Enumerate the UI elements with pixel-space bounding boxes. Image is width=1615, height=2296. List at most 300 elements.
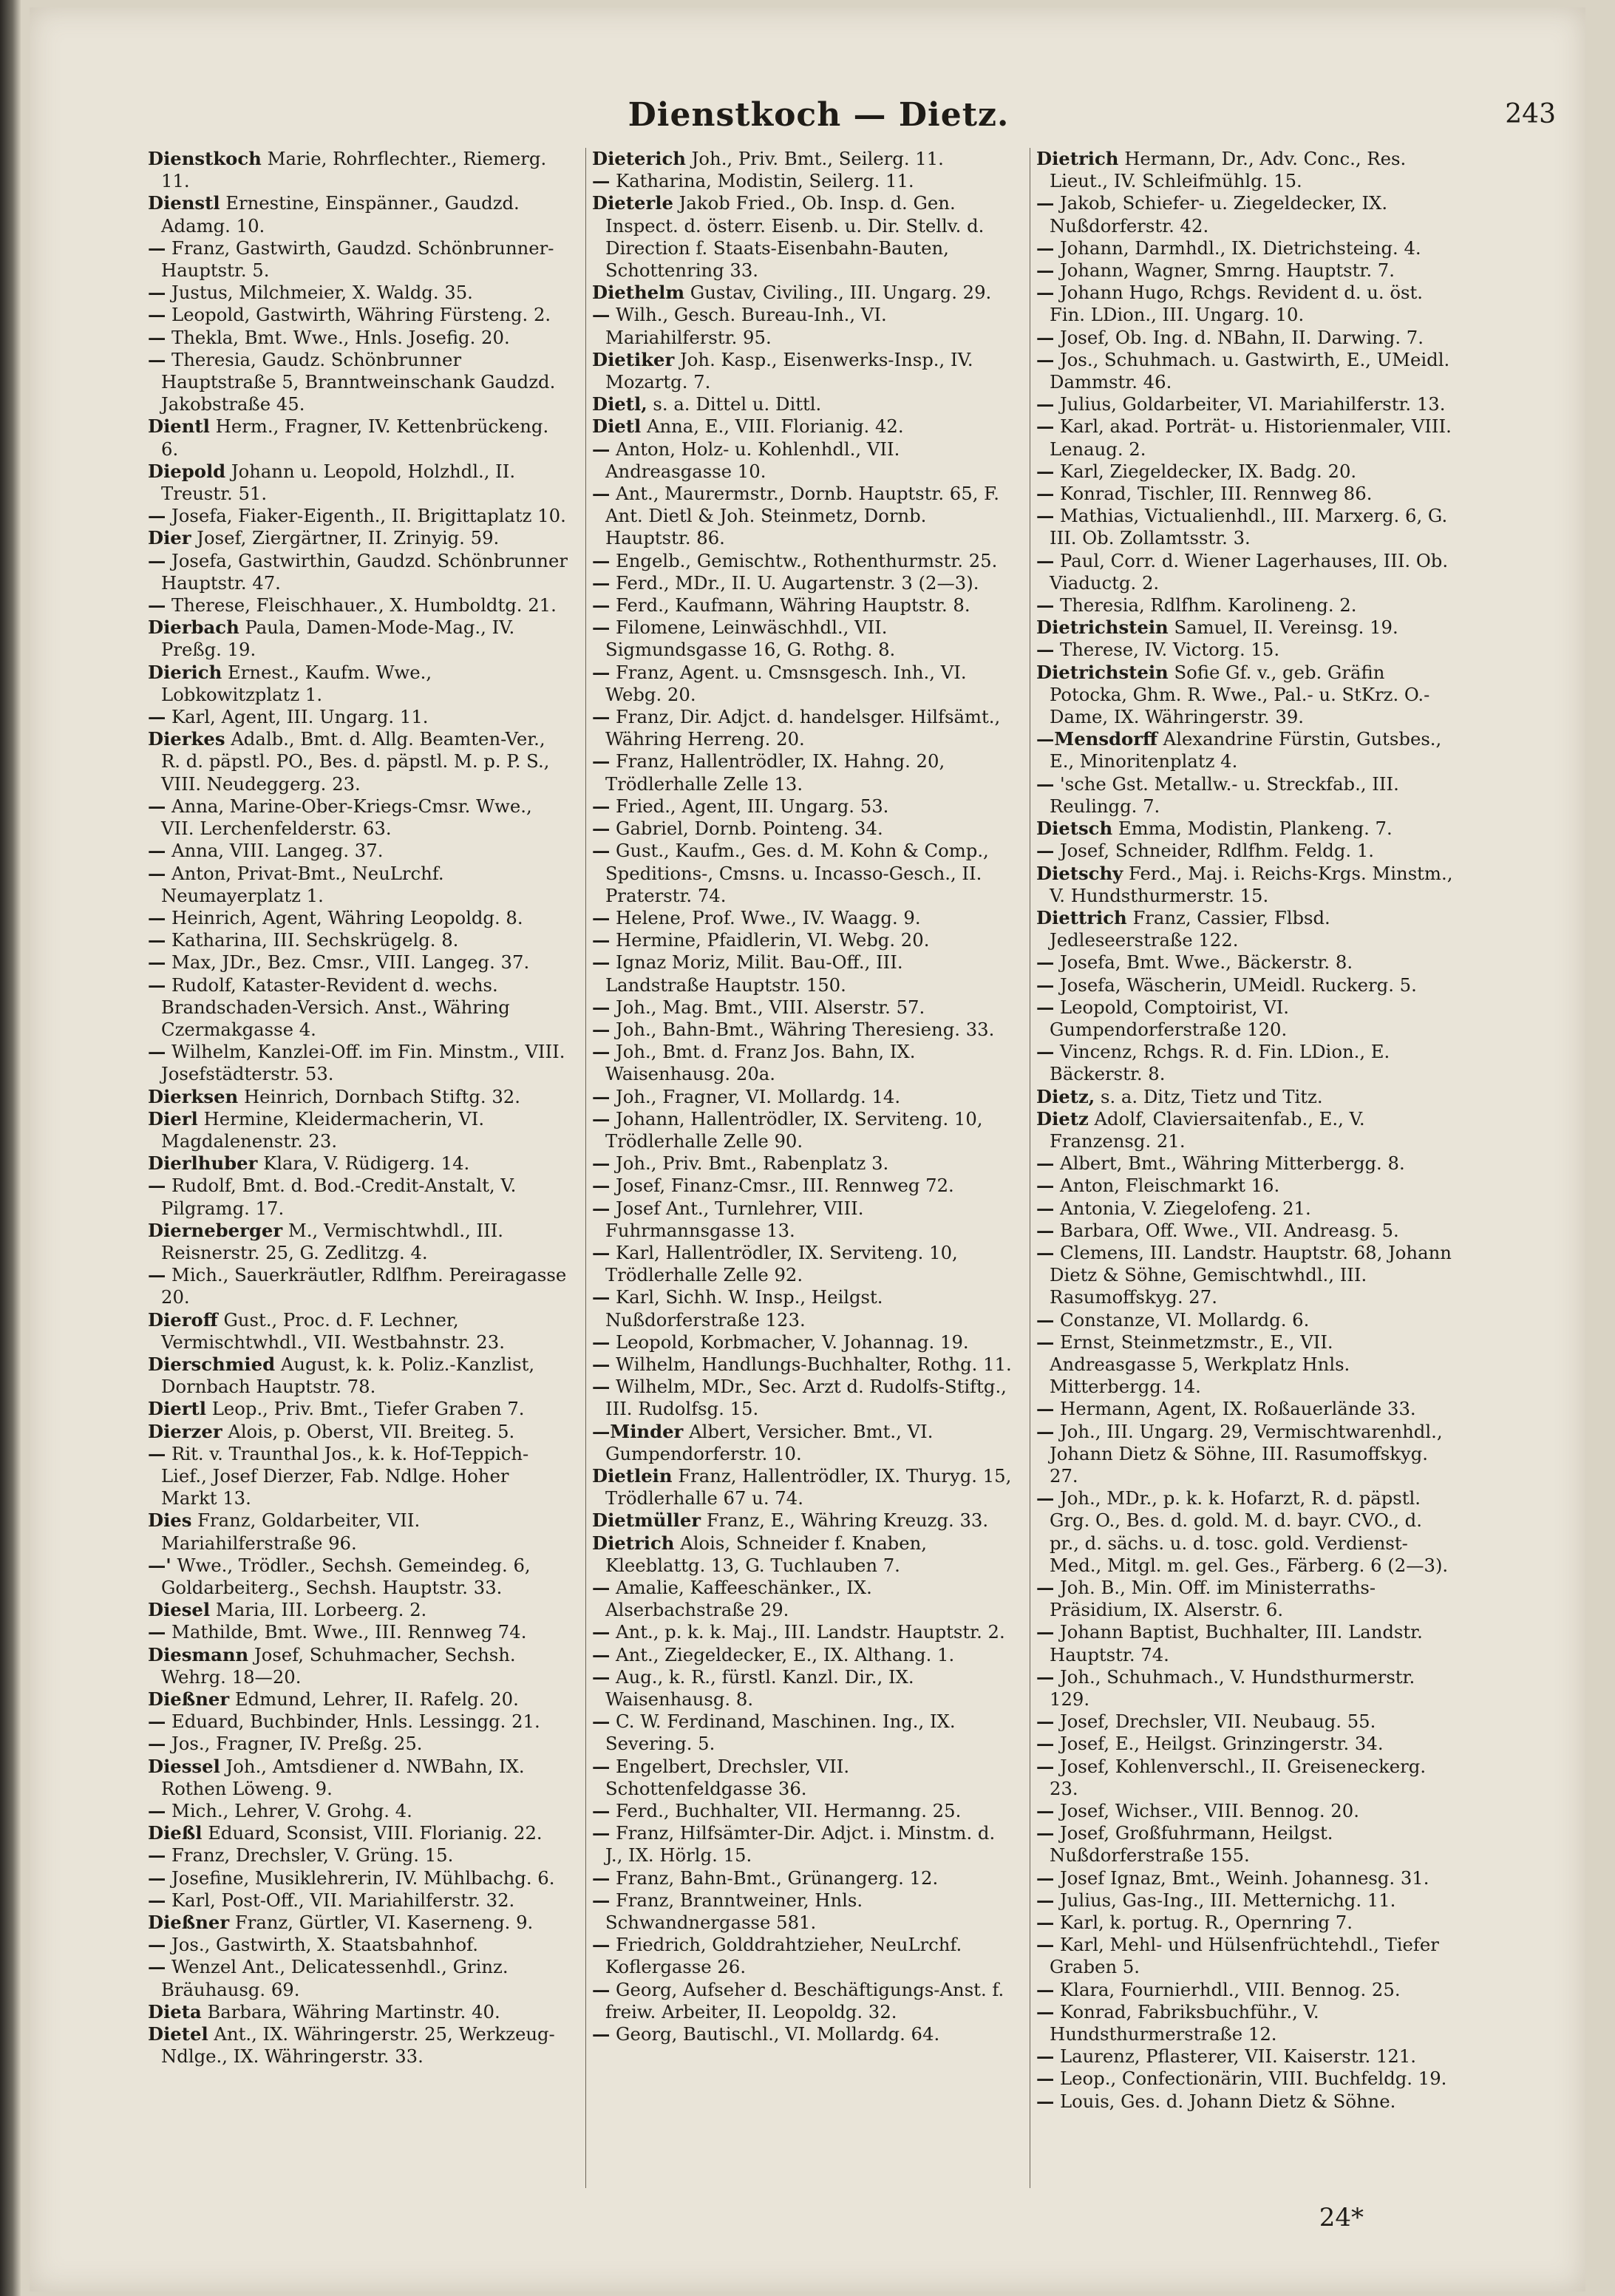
- entry-surname: —: [1036, 1041, 1055, 1063]
- entry-surname: —: [1036, 1308, 1055, 1331]
- directory-entry: [1036, 237, 1456, 259]
- entry-surname: Diessel: [148, 1755, 220, 1777]
- directory-entry: [148, 1733, 568, 1755]
- entry-details: Hermine, Pfaidlerin, VI. Webg. 20.: [616, 929, 930, 951]
- entry-details: Franz, Goldarbeiter, VII. Mariahilferstraße 96.: [161, 1509, 421, 1554]
- entry-surname: —: [1036, 594, 1055, 617]
- entry-surname: Dienstl: [148, 192, 220, 214]
- directory-entry: [592, 929, 1012, 951]
- directory-entry: [148, 1800, 568, 1822]
- directory-entry: [148, 795, 568, 840]
- directory-entry: [1036, 1756, 1456, 1800]
- directory-entry: [592, 706, 1012, 750]
- entry-details: Ferd., Kaufmann, Währing Hauptstr. 8.: [616, 594, 970, 617]
- entry-surname: —: [148, 237, 166, 259]
- directory-entry: [1036, 1398, 1456, 1420]
- directory-entry: [592, 1108, 1012, 1152]
- entry-details: Josef, Schuhmacher, Sechsh. Wehrg. 18—20.: [161, 1643, 516, 1688]
- directory-entry: [1036, 483, 1456, 505]
- directory-entry: [592, 818, 1012, 840]
- entry-surname: —Minder: [592, 1420, 684, 1442]
- directory-entry: [148, 327, 568, 349]
- entry-details: Wilh., Gesch. Bureau-Inh., VI. Mariahilferstr. 95.: [605, 304, 887, 348]
- entry-details: Emma, Modistin, Plankeng. 7.: [1118, 818, 1393, 840]
- entry-surname: —: [148, 951, 166, 974]
- entry-surname: —: [1036, 1219, 1055, 1241]
- entry-surname: —Mensdorff: [1036, 728, 1157, 750]
- entry-surname: —: [592, 706, 611, 728]
- entry-details: Joh., Bahn-Bmt., Währing Theresieng. 33.: [616, 1018, 995, 1040]
- entry-details: Anton, Privat-Bmt., NeuLrchf. Neumayerplatz 1.: [161, 862, 444, 906]
- entry-surname: —: [148, 1621, 166, 1643]
- directory-entry: [148, 1599, 568, 1621]
- entry-details: Karl, Mehl- und Hülsenfrüchtehdl., Tiefer Graben 5.: [1050, 1934, 1439, 1978]
- entry-details: Mich., Lehrer, V. Grohg. 4.: [171, 1800, 412, 1822]
- directory-entry: [592, 1376, 1012, 1420]
- directory-entry: [592, 795, 1012, 818]
- entry-details: Leop., Priv. Bmt., Tiefer Graben 7.: [211, 1398, 525, 1420]
- directory-entry: [1036, 1175, 1456, 1197]
- entry-details: Franz, E., Währing Kreuzg. 33.: [706, 1509, 989, 1532]
- directory-entry: [1036, 1421, 1456, 1488]
- directory-entry: [1036, 550, 1456, 594]
- directory-entry: [148, 1756, 568, 1800]
- entry-surname: —: [148, 1867, 166, 1889]
- entry-details: Franz, Drechsler, V. Grüng. 15.: [171, 1844, 454, 1867]
- entry-details: Hermann, Dr., Adv. Conc., Res. Lieut., IV. Schleifmühlg. 15.: [1050, 148, 1407, 192]
- directory-entry: [1036, 2068, 1456, 2090]
- entry-surname: —: [148, 706, 166, 728]
- entry-details: Constanze, VI. Mollardg. 6.: [1060, 1308, 1310, 1331]
- directory-entry: [1036, 907, 1456, 951]
- directory-entry: [148, 304, 568, 326]
- entry-surname: —: [1036, 1487, 1055, 1509]
- entry-surname: —: [592, 1286, 611, 1308]
- entry-surname: —: [592, 594, 611, 617]
- directory-entry: [592, 1644, 1012, 1666]
- entry-surname: —: [592, 1085, 611, 1107]
- entry-details: Leop., Confectionärin, VIII. Buchfeldg. 19.: [1060, 2068, 1447, 2090]
- entry-details: Josefa, Wäscherin, UMeidl. Ruckerg. 5.: [1060, 974, 1417, 996]
- directory-entry: [592, 1175, 1012, 1197]
- entry-surname: Dießner: [148, 1688, 230, 1711]
- entry-details: Franz, Hilfsämter-Dir. Adjct. i. Minstm. d. J., IX. Hörlg. 15.: [605, 1822, 996, 1867]
- entry-surname: —: [592, 1175, 611, 1197]
- book-spine-shadow: [0, 0, 21, 2296]
- entry-details: Hermann, Agent, IX. Roßauerlände 33.: [1060, 1398, 1416, 1420]
- entry-surname: —: [148, 304, 166, 326]
- entry-details: Antonia, V. Ziegelofeng. 21.: [1060, 1197, 1311, 1219]
- entry-details: Georg, Aufseher d. Beschäftigungs-Anst. f. freiw. Arbeiter, II. Leopoldg. 32.: [605, 1978, 1004, 2022]
- entry-details: Therese, Fleischhauer., X. Humboldtg. 21.: [171, 594, 557, 617]
- directory-entry: [592, 907, 1012, 929]
- entry-surname: —: [1036, 1755, 1055, 1777]
- entry-details: Joh. Kasp., Eisenwerks-Insp., IV. Mozartg. 7.: [605, 348, 973, 393]
- entry-surname: Dierschmied: [148, 1353, 276, 1375]
- entry-surname: —: [592, 2023, 611, 2045]
- directory-entry: [148, 505, 568, 527]
- entry-surname: —: [148, 1889, 166, 1911]
- entry-surname: —: [148, 929, 166, 951]
- entry-details: Gustav, Civiling., III. Ungarg. 29.: [690, 282, 992, 304]
- directory-entry: [592, 617, 1012, 661]
- entry-details: Katharina, III. Sechskrügelg. 8.: [171, 929, 459, 951]
- directory-entry: [1036, 192, 1456, 237]
- directory-entry: [592, 1621, 1012, 1643]
- entry-details: Joh. B., Min. Off. im Ministerraths-Präsidium, IX. Alserstr. 6.: [1050, 1577, 1376, 1621]
- directory-entry: [592, 1800, 1012, 1822]
- entry-details: Georg, Bautischl., VI. Mollardg. 64.: [616, 2023, 940, 2045]
- entry-surname: —: [592, 617, 611, 639]
- directory-entry: [148, 594, 568, 617]
- entry-details: Josef, Wichser., VIII. Bennog. 20.: [1060, 1800, 1359, 1822]
- directory-entry: [148, 1844, 568, 1867]
- entry-details: Ferd., MDr., II. U. Augartenstr. 3 (2—3).: [616, 571, 979, 594]
- entry-surname: —: [1036, 2045, 1055, 2068]
- entry-details: Konrad, Tischler, III. Rennweg 86.: [1060, 483, 1373, 505]
- directory-entry: [1036, 1309, 1456, 1331]
- entry-details: Clemens, III. Landstr. Hauptstr. 68, Johann Dietz & Söhne, Gemischtwhdl., III. Rasumoffskyg. 27.: [1050, 1241, 1452, 1308]
- entry-surname: —: [592, 1041, 611, 1063]
- entry-details: Joh., Amtsdiener d. NWBahn, IX. Rothen Löweng. 9.: [161, 1755, 525, 1799]
- entry-surname: Dier: [148, 527, 191, 549]
- directory-entry: [148, 662, 568, 706]
- entry-surname: —: [1036, 840, 1055, 862]
- directory-entry: [148, 1175, 568, 1219]
- entry-surname: Dieterle: [592, 192, 673, 214]
- entry-surname: —: [592, 929, 611, 951]
- entry-surname: —: [592, 906, 611, 928]
- directory-entry: [592, 1867, 1012, 1889]
- page-title: Dienstkoch — Dietz.: [628, 96, 1010, 134]
- entry-surname: —: [592, 1889, 611, 1911]
- directory-entry: [148, 1934, 568, 1956]
- entry-details: Maria, III. Lorbeerg. 2.: [215, 1599, 427, 1621]
- directory-entry: [1036, 1198, 1456, 1220]
- entry-surname: —: [1036, 1934, 1055, 1956]
- entry-details: Marie, Rohrflechter., Riemerg. 11.: [161, 148, 547, 192]
- entry-details: Paul, Corr. d. Wiener Lagerhauses, III. Ob. Viaductg. 2.: [1050, 549, 1449, 594]
- entry-surname: Dietrich: [592, 1532, 675, 1554]
- entry-details: Joh., Priv. Bmt., Seilerg. 11.: [691, 148, 944, 169]
- entry-surname: Dierksen: [148, 1085, 239, 1107]
- entry-surname: Dientl: [148, 415, 210, 438]
- directory-entry: [148, 1309, 568, 1354]
- directory-entry: [148, 415, 568, 460]
- entry-surname: —: [148, 594, 166, 617]
- entry-details: Laurenz, Pflasterer, VII. Kaiserstr. 121.: [1060, 2045, 1417, 2068]
- entry-surname: —: [592, 1867, 611, 1889]
- directory-entry: [148, 237, 568, 282]
- entry-details: Ferd., Maj. i. Reichs-Krgs. Minstm., V. Hundsthurmerstr. 15.: [1050, 862, 1453, 906]
- entry-surname: —: [148, 1956, 166, 1978]
- entry-surname: —: [592, 1241, 611, 1263]
- entry-surname: —: [1036, 326, 1055, 348]
- entry-details: Barbara, Off. Wwe., VII. Andreasg. 5.: [1060, 1219, 1399, 1241]
- entry-surname: Diertl: [148, 1398, 207, 1420]
- directory-entry: [1036, 617, 1456, 639]
- directory-entry: [592, 304, 1012, 348]
- entry-surname: —: [148, 1800, 166, 1822]
- entry-surname: —: [1036, 1711, 1055, 1733]
- entry-details: Theresia, Gaudz. Schönbrunner Hauptstraße 5, Branntweinschank Gaudzd. Jakobstraße 45.: [161, 348, 556, 415]
- entry-details: Johann Hugo, Rchgs. Revident d. u. öst. Fin. LDion., III. Ungarg. 10.: [1050, 282, 1423, 326]
- entry-details: Ant., Maurermstr., Dornb. Hauptstr. 65, F. Ant. Dietl & Joh. Steinmetz, Dornb. Hauptstr. 86.: [605, 483, 999, 549]
- entry-surname: Diettrich: [1036, 906, 1127, 928]
- entry-surname: Dierl: [148, 1107, 198, 1130]
- entry-details: Franz, Dir. Adjct. d. handelsger. Hilfsämt., Währing Herreng. 20.: [605, 706, 1001, 750]
- entry-surname: Dierzer: [148, 1420, 222, 1442]
- entry-surname: —: [1036, 415, 1055, 438]
- entry-surname: Dies: [148, 1509, 192, 1532]
- entry-surname: —: [1036, 1420, 1055, 1442]
- entry-surname: —: [148, 1733, 166, 1755]
- entry-details: Adalb., Bmt. d. Allg. Beamten-Ver., R. d. päpstl. PO., Bes. d. päpstl. M. p. P. S., VIII. Neudeggerg. 23.: [161, 728, 550, 795]
- entry-surname: —: [148, 1934, 166, 1956]
- directory-entry: [1036, 974, 1456, 996]
- entry-details: Gabriel, Dornb. Pointeng. 34.: [616, 818, 883, 840]
- directory-entry: [592, 1152, 1012, 1175]
- entry-details: Joh., Schuhmach., V. Hundsthurmerstr. 129.: [1050, 1665, 1415, 1711]
- entry-surname: Dießl: [148, 1822, 203, 1844]
- entry-surname: —: [592, 1331, 611, 1353]
- entry-surname: —: [1036, 460, 1055, 482]
- entry-surname: —: [1036, 1733, 1055, 1755]
- entry-surname: —: [1036, 2068, 1055, 2090]
- directory-entry: [592, 1286, 1012, 1331]
- entry-details: Leopold, Comptoirist, VI. Gumpendorferstraße 120.: [1050, 996, 1290, 1040]
- entry-surname: Dießner: [148, 1912, 230, 1934]
- entry-surname: Dietl,: [592, 393, 647, 415]
- entry-details: Mathias, Victualienhdl., III. Marxerg. 6, G. III. Ob. Zollamtsstr. 3.: [1050, 505, 1448, 549]
- entry-surname: —: [592, 750, 611, 772]
- directory-entry: [592, 438, 1012, 483]
- directory-entry: [1036, 996, 1456, 1041]
- directory-entry: [592, 1711, 1012, 1755]
- directory-entry: [592, 1086, 1012, 1108]
- entry-details: Anton, Fleischmarkt 16.: [1060, 1175, 1280, 1197]
- directory-entry: [148, 1822, 568, 1844]
- entry-surname: —: [148, 1264, 166, 1286]
- directory-entry: [1036, 1822, 1456, 1867]
- entry-surname: —: [1036, 1978, 1055, 2000]
- entry-details: s. a. Ditz, Tietz und Titz.: [1100, 1085, 1323, 1107]
- entry-details: Samuel, II. Vereinsg. 19.: [1174, 617, 1398, 639]
- entry-surname: Dietz: [1036, 1107, 1089, 1130]
- entry-details: Anna, E., VIII. Florianig. 42.: [646, 415, 904, 438]
- entry-details: Franz, Bahn-Bmt., Grünangerg. 12.: [616, 1867, 939, 1889]
- entry-surname: —: [1036, 1800, 1055, 1822]
- entry-details: Josef, Finanz-Cmsr., III. Rennweg 72.: [616, 1175, 954, 1197]
- entry-surname: Dietiker: [592, 348, 675, 370]
- directory-entry: [592, 1509, 1012, 1532]
- entry-details: Ant., p. k. k. Maj., III. Landstr. Hauptstr. 2.: [616, 1621, 1005, 1643]
- directory-entry: [148, 2023, 568, 2068]
- entry-details: Franz, Agent. u. Cmsnsgesch. Inh., VI. Webg. 20.: [605, 661, 967, 705]
- entry-details: Joh., Fragner, VI. Mollardg. 14.: [616, 1085, 901, 1107]
- entry-surname: —: [1036, 1152, 1055, 1175]
- directory-entry: [1036, 259, 1456, 282]
- entry-surname: —: [148, 1844, 166, 1867]
- entry-surname: Dienstkoch: [148, 148, 262, 169]
- entry-details: Josef Ignaz, Bmt., Weinh. Johannesg. 31.: [1060, 1867, 1429, 1889]
- directory-entry: [148, 1421, 568, 1443]
- directory-entry: [1036, 863, 1456, 907]
- entry-surname: —: [1036, 237, 1055, 259]
- entry-surname: —: [1036, 1912, 1055, 1934]
- entry-details: Karl, k. portug. R., Opernring 7.: [1060, 1912, 1353, 1934]
- entry-details: Joh., Mag. Bmt., VIII. Alserstr. 57.: [616, 996, 925, 1018]
- entry-details: Karl, Ziegeldecker, IX. Badg. 20.: [1060, 460, 1357, 482]
- directory-entry: [1036, 1733, 1456, 1755]
- directory-entry: [1036, 2001, 1456, 2045]
- entry-surname: —: [592, 951, 611, 974]
- directory-entry: [1036, 327, 1456, 349]
- directory-entry: [592, 840, 1012, 907]
- entry-details: Engelb., Gemischtw., Rothenthurmstr. 25.: [616, 549, 998, 571]
- entry-details: Alois, p. Oberst, VII. Breiteg. 5.: [228, 1420, 515, 1442]
- entry-details: Wilhelm, Kanzlei-Off. im Fin. Minstm., VIII. Josefstädterstr. 53.: [161, 1041, 565, 1085]
- directory-entry: [148, 951, 568, 974]
- entry-surname: —: [592, 304, 611, 326]
- directory-entry: [148, 1509, 568, 1554]
- entry-surname: —: [592, 1978, 611, 2000]
- entry-details: Thekla, Bmt. Wwe., Hnls. Josefig. 20.: [171, 326, 510, 348]
- entry-details: Heinrich, Dornbach Stiftg. 32.: [243, 1085, 520, 1107]
- directory-entry: [1036, 1577, 1456, 1621]
- entry-surname: —: [592, 1665, 611, 1688]
- directory-entry: [1036, 2045, 1456, 2068]
- directory-entry: [148, 1621, 568, 1643]
- directory-entry: [148, 1555, 568, 1599]
- directory-entry: [592, 572, 1012, 594]
- entry-surname: —: [1036, 951, 1055, 974]
- entry-surname: —: [592, 438, 611, 460]
- entry-surname: —: [592, 1621, 611, 1643]
- directory-entry: [1036, 461, 1456, 483]
- entry-details: Josef, Schneider, Rdlfhm. Feldg. 1.: [1060, 840, 1375, 862]
- entry-details: Gust., Kaufm., Ges. d. M. Kohn & Comp., Speditions-, Cmsns. u. Incasso-Gesch., II. Praterstr. 74.: [605, 840, 989, 906]
- entry-details: Rudolf, Bmt. d. Bod.-Credit-Anstalt, V. Pilgramg. 17.: [161, 1175, 517, 1219]
- entry-surname: —: [1036, 1175, 1055, 1197]
- directory-entry: [148, 1443, 568, 1510]
- directory-entry: [592, 662, 1012, 706]
- entry-details: Ferd., Buchhalter, VII. Hermanng. 25.: [616, 1800, 962, 1822]
- entry-details: Mich., Sauerkräutler, Rdlfhm. Pereiragasse 20.: [161, 1264, 567, 1308]
- entry-surname: —: [1036, 2000, 1055, 2022]
- directory-entry: [592, 996, 1012, 1019]
- entry-surname: Dietsch: [1036, 818, 1113, 840]
- directory-column-2: [585, 148, 1012, 2188]
- entry-details: Aug., k. R., fürstl. Kanzl. Dir., IX. Waisenhausg. 8.: [605, 1665, 914, 1711]
- entry-details: Vincenz, Rchgs. R. d. Fin. LDion., E. Bäckerstr. 8.: [1050, 1041, 1390, 1085]
- directory-entry: [148, 617, 568, 661]
- entry-surname: —: [148, 1041, 166, 1063]
- entry-surname: —: [592, 1800, 611, 1822]
- directory-entry: [1036, 1086, 1456, 1108]
- entry-details: Gust., Proc. d. F. Lechner, Vermischtwhdl., VII. Westbahnstr. 23.: [161, 1308, 505, 1353]
- entry-details: Karl, Sichh. W. Insp., Heilgst. Nußdorferstraße 123.: [605, 1286, 883, 1331]
- entry-details: Jos., Gastwirth, X. Staatsbahnhof.: [171, 1934, 479, 1956]
- entry-details: Joh., Priv. Bmt., Rabenplatz 3.: [616, 1152, 889, 1175]
- entry-surname: —: [592, 1376, 611, 1398]
- directory-entry: [592, 349, 1012, 393]
- directory-entry: [1036, 282, 1456, 326]
- entry-surname: —: [592, 1934, 611, 1956]
- entry-surname: —: [592, 1353, 611, 1375]
- directory-entry: [1036, 728, 1456, 772]
- entry-details: Eduard, Sconsist, VIII. Florianig. 22.: [208, 1822, 543, 1844]
- directory-entry: [148, 840, 568, 862]
- entry-surname: Dieta: [148, 2000, 202, 2022]
- directory-entry: [148, 461, 568, 505]
- directory-entry: [1036, 1487, 1456, 1577]
- entry-surname: —: [592, 996, 611, 1018]
- entry-details: C. W. Ferdinand, Maschinen. Ing., IX. Severing. 5.: [605, 1711, 956, 1755]
- entry-surname: Dietschy: [1036, 862, 1123, 884]
- directory-entry: [592, 1242, 1012, 1286]
- directory-entry: [148, 974, 568, 1042]
- entry-details: Adolf, Claviersaitenfab., E., V. Franzensg. 21.: [1050, 1107, 1365, 1152]
- entry-details: Karl, Hallentrödler, IX. Serviteng. 10, Trödlerhalle Zelle 92.: [605, 1241, 958, 1286]
- entry-surname: —: [1036, 282, 1055, 304]
- signature-mark: 24*: [1319, 2203, 1364, 2232]
- directory-entry: [148, 1912, 568, 1934]
- directory-entry: [592, 2023, 1012, 2045]
- entry-details: Hermine, Kleidermacherin, VI. Magdalenenstr. 23.: [161, 1107, 485, 1152]
- entry-surname: Dieroff: [148, 1308, 218, 1331]
- entry-details: Konrad, Fabriksbuchführ., V. Hundsthurmerstraße 12.: [1050, 2000, 1319, 2045]
- directory-entry: [592, 282, 1012, 304]
- entry-details: Alois, Schneider f. Knaben, Kleeblattg. 13, G. Tuchlauben 7.: [605, 1532, 927, 1576]
- directory-entry: [1036, 1621, 1456, 1665]
- directory-entry: [148, 1354, 568, 1398]
- entry-surname: —: [148, 840, 166, 862]
- directory-entry: [1036, 1108, 1456, 1152]
- entry-surname: —: [592, 1197, 611, 1219]
- entry-details: Franz, Gürtler, VI. Kaserneng. 9.: [234, 1912, 534, 1934]
- entry-details: Leopold, Korbmacher, V. Johannag. 19.: [616, 1331, 969, 1353]
- directory-entry: [148, 1220, 568, 1264]
- entry-surname: —: [1036, 1822, 1055, 1844]
- entry-surname: —: [1036, 348, 1055, 370]
- entry-details: Katharina, Modistin, Seilerg. 11.: [616, 170, 914, 192]
- entry-surname: —: [148, 326, 166, 348]
- entry-details: Rit. v. Traunthal Jos., k. k. Hof-Teppich-Lief., Josef Dierzer, Fab. Ndlge. Hoher Markt 13.: [161, 1442, 529, 1509]
- directory-entry: [1036, 662, 1456, 729]
- directory-entry: [592, 1421, 1012, 1465]
- directory-entry: [1036, 594, 1456, 617]
- entry-details: Franz, Branntweiner, Hnls. Schwandnergasse 581.: [605, 1889, 863, 1934]
- entry-surname: Dietrichstein: [1036, 661, 1169, 683]
- entry-details: Ernst, Steinmetzmstr., E., VII. Andreasgasse 5, Werkplatz Hnls. Mitterbergg. 14.: [1050, 1331, 1350, 1398]
- directory-entry: [592, 1198, 1012, 1242]
- directory-entry: [148, 863, 568, 907]
- directory-entry: [148, 148, 568, 192]
- entry-surname: Dietel: [148, 2023, 208, 2045]
- entry-surname: —: [148, 282, 166, 304]
- entry-surname: —: [592, 549, 611, 571]
- entry-details: Josefa, Gastwirthin, Gaudzd. Schönbrunner Hauptstr. 47.: [161, 549, 568, 594]
- entry-details: Wwe., Trödler., Sechsh. Gemeindeg. 6, Goldarbeiterg., Sechsh. Hauptstr. 33.: [161, 1554, 531, 1598]
- entry-surname: —': [148, 1554, 171, 1576]
- entry-details: s. a. Dittel u. Dittl.: [653, 393, 822, 415]
- entry-surname: —: [1036, 483, 1055, 505]
- entry-details: Ant., Ziegeldecker, E., IX. Althang. 1.: [616, 1643, 955, 1665]
- directory-entry: [1036, 1711, 1456, 1733]
- directory-entry: [1036, 505, 1456, 549]
- entry-surname: —: [148, 795, 166, 817]
